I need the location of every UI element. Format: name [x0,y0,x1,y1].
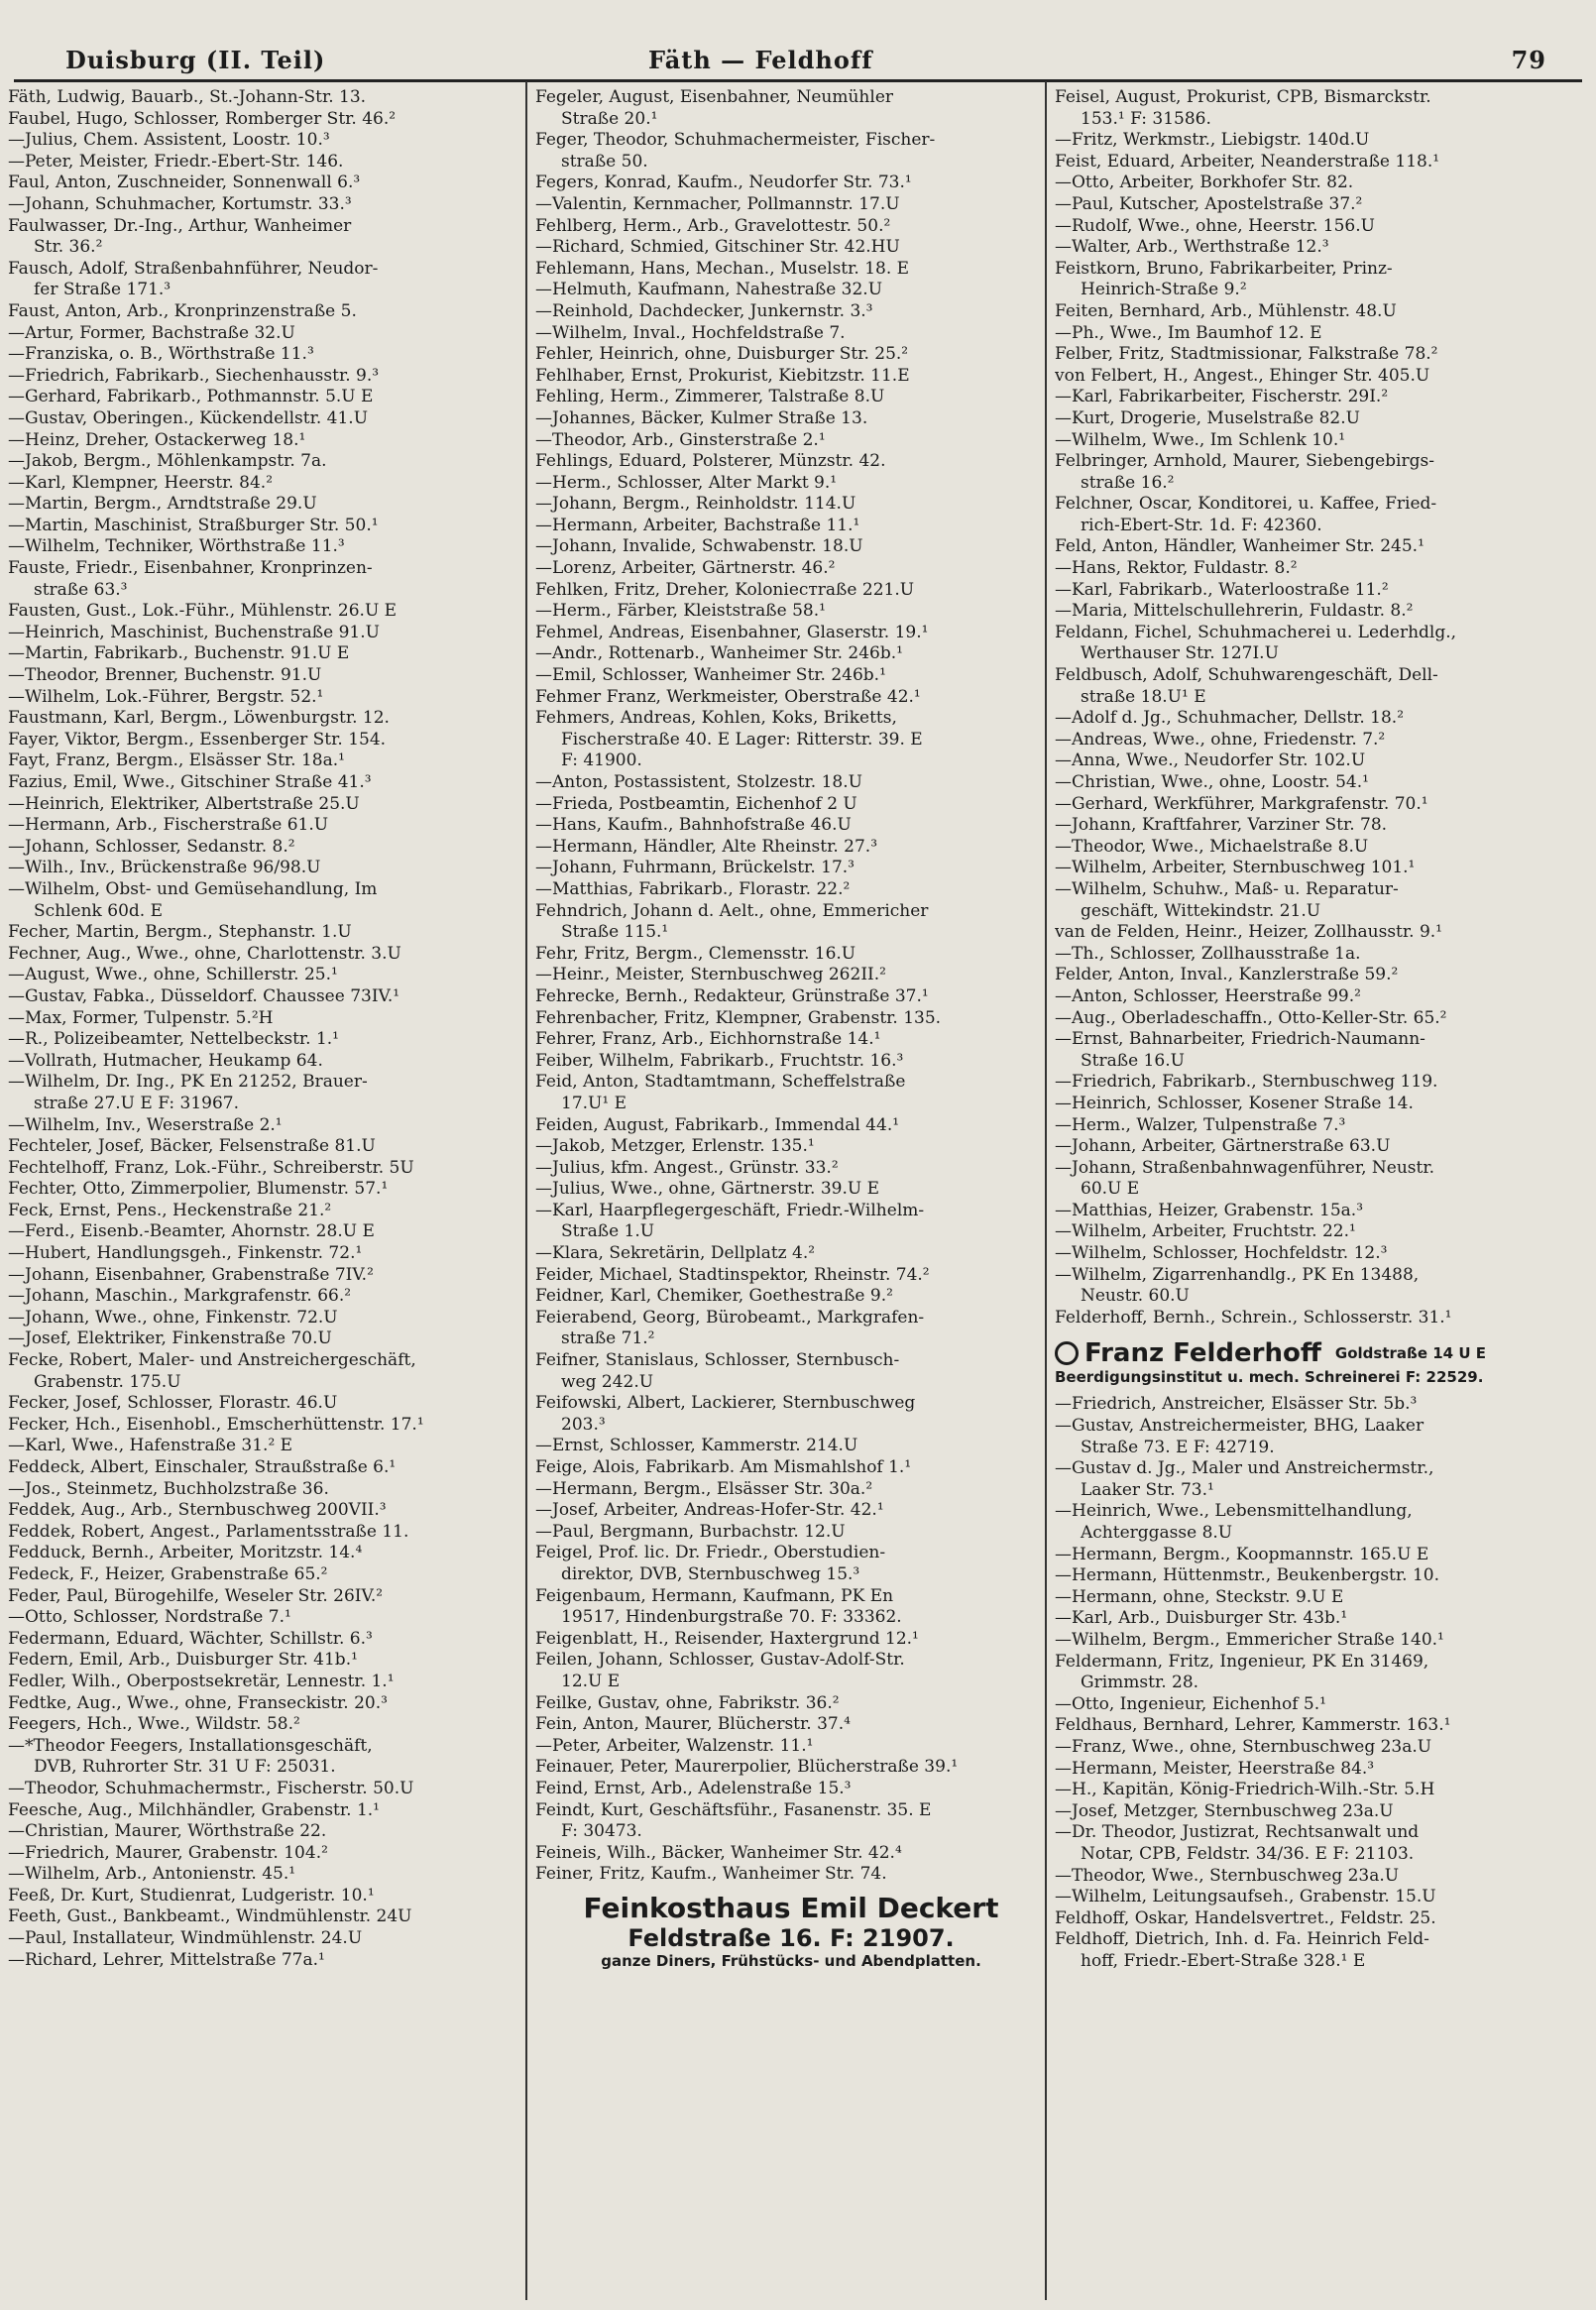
directory-entry: —Hans, Kaufm., Bahnhofstraße 46.U [535,815,852,836]
directory-entry: Feldbusch, Adolf, Schuhwarengeschäft, Dell- [1055,665,1438,686]
directory-entry: Fedduck, Bernh., Arbeiter, Moritzstr. 14.⁴ [8,1543,363,1563]
directory-entry: F: 41900. [561,751,642,771]
directory-entry: —Ernst, Bahnarbeiter, Friedrich-Naumann- [1055,1029,1425,1050]
directory-entry: —Wilhelm, Dr. Ing., PK En 21252, Brauer- [8,1072,368,1093]
directory-entry: —Johann, Straßenbahnwagenführer, Neustr. [1055,1157,1434,1178]
directory-entry: —Paul, Installateur, Windmühlenstr. 24.U [8,1928,363,1949]
directory-entry: 203.³ [561,1414,606,1435]
directory-entry: Feigel, Prof. lic. Dr. Friedr., Oberstudien- [535,1543,886,1563]
directory-entry: Schlenk 60d. E [34,900,163,921]
directory-entry: Fehmers, Andreas, Kohlen, Koks, Briketts, [535,708,897,729]
directory-entry: —Hermann, Meister, Heerstraße 84.³ [1055,1758,1375,1779]
directory-entry: Fehrenbacher, Fritz, Klempner, Grabenstr. 135. [535,1007,942,1028]
directory-entry: Feldermann, Fritz, Ingenieur, PK En 31469, [1055,1651,1429,1672]
directory-entry: —Martin, Maschinist, Straßburger Str. 50.¹ [8,515,379,535]
directory-entry: —Wilhelm, Zigarrenhandlg., PK En 13488, [1055,1264,1420,1285]
directory-entry: —Paul, Bergmann, Burbachstr. 12.U [535,1521,846,1542]
directory-entry: Feldhoff, Dietrich, Inh. d. Fa. Heinrich Feld- [1055,1929,1429,1950]
ad-description: Beerdigungsinstitut u. mech. Schreinerei F: 22529. [1055,1368,1484,1387]
column-2-entries [535,87,1047,1886]
directory-entry: 19517, Hindenburgstraße 70. F: 33362. [561,1607,902,1628]
directory-entry: Feidner, Karl, Chemiker, Goethestraße 9.² [535,1286,893,1307]
directory-entry: Fehr, Fritz, Bergm., Clemensstr. 16.U [535,943,856,964]
directory-entry: 12.U E [561,1671,621,1691]
directory-entry: Feifner, Stanislaus, Schlosser, Sternbusch- [535,1350,900,1371]
directory-entry: —Peter, Arbeiter, Walzenstr. 11.¹ [535,1735,814,1756]
directory-entry: —Hermann, Bergm., Koopmannstr. 165.U E [1055,1544,1429,1564]
directory-entry: —Johann, Maschin., Markgrafenstr. 66.² [8,1286,352,1307]
column-1 [8,87,513,2298]
directory-entry: —Heinrich, Schlosser, Kosener Straße 14. [1055,1093,1414,1113]
directory-entry: Fehlings, Eduard, Polsterer, Münzstr. 42. [535,451,886,472]
directory-entry: —Heinrich, Wwe., Lebensmittelhandlung, [1055,1501,1413,1522]
directory-entry: —Rudolf, Wwe., ohne, Heerstr. 156.U [1055,215,1375,236]
directory-entry: —Otto, Arbeiter, Borkhofer Str. 82. [1055,173,1354,193]
page-number: 79 [1511,46,1546,74]
directory-entry: —Kurt, Drogerie, Muselstraße 82.U [1055,407,1360,428]
directory-entry: Fedeck, F., Heizer, Grabenstraße 65.² [8,1563,328,1584]
directory-entry: —Anton, Postassistent, Stolzestr. 18.U [535,772,862,792]
directory-entry: Grimmstr. 28. [1081,1673,1199,1693]
directory-entry: Heinrich-Straße 9.² [1081,280,1247,300]
directory-entry: Felderhoff, Bernh., Schrein., Schlosserstr. 31.¹ [1055,1307,1452,1328]
directory-entry: —Karl, Fabrikarb., Waterloostraße 11.² [1055,579,1389,600]
directory-entry: Fecher, Martin, Bergm., Stephanstr. 1.U [8,922,352,943]
directory-entry: —Wilhelm, Wwe., Im Schlenk 10.¹ [1055,429,1346,450]
directory-entry: Feesche, Aug., Milchhändler, Grabenstr. 1.¹ [8,1799,380,1820]
directory-entry: Feddeck, Albert, Einschaler, Straußstraße 6.¹ [8,1457,397,1477]
directory-entry: —Friedrich, Maurer, Grabenstr. 104.² [8,1842,328,1863]
directory-entry: —Herm., Schlosser, Alter Markt 9.¹ [535,472,838,493]
directory-entry: —Jakob, Bergm., Möhlenkampstr. 7a. [8,451,327,472]
directory-entry: Feierabend, Georg, Bürobeamt., Markgrafen- [535,1307,925,1328]
directory-entry: Straße 16.U [1081,1050,1185,1071]
directory-entry: —Jos., Steinmetz, Buchholzstraße 36. [8,1478,329,1499]
directory-entry: F: 30473. [561,1821,642,1842]
directory-entry: von Felbert, H., Angest., Ehinger Str. 405.U [1055,365,1430,386]
directory-entry: —Otto, Schlosser, Nordstraße 7.¹ [8,1607,291,1628]
directory-entry: —R., Polizeibeamter, Nettelbeckstr. 1.¹ [8,1029,339,1050]
directory-entry: Feddek, Robert, Angest., Parlamentsstraße 11. [8,1521,409,1542]
directory-entry: —Franz, Wwe., ohne, Sternbuschweg 23a.U [1055,1736,1432,1757]
directory-entry: —Frieda, Postbeamtin, Eichenhof 2 U [535,793,857,814]
directory-entry: Feigenbaum, Hermann, Kaufmann, PK En [535,1585,894,1606]
directory-entry: —Karl, Klempner, Heerstr. 84.² [8,472,274,493]
directory-entry: —August, Wwe., ohne, Schillerstr. 25.¹ [8,965,338,985]
directory-entry: Grabenstr. 175.U [34,1371,181,1392]
directory-entry: —Franziska, o. B., Wörthstraße 11.³ [8,344,314,365]
directory-entry: —Jakob, Metzger, Erlenstr. 135.¹ [535,1136,815,1157]
directory-entry: —Lorenz, Arbeiter, Gärtnerstr. 46.² [535,558,836,579]
ad-address: Goldstraße 14 U E [1334,1344,1486,1363]
directory-entry: Fehmer Franz, Werkmeister, Oberstraße 42.¹ [535,686,921,707]
directory-entry: Feifowski, Albert, Lackierer, Sternbuschweg [535,1393,916,1414]
directory-entry: Federmann, Eduard, Wächter, Schillstr. 6.³ [8,1628,373,1649]
directory-entry: hoff, Friedr.-Ebert-Straße 328.¹ E [1081,1950,1366,1971]
directory-entry: —Gerhard, Fabrikarb., Pothmannstr. 5.U E [8,387,374,407]
directory-entry: —Gustav, Anstreichermeister, BHG, Laaker [1055,1416,1425,1437]
directory-entry: —Wilhelm, Schlosser, Hochfeldstr. 12.³ [1055,1243,1388,1264]
directory-entry: —Wilhelm, Lok.-Führer, Bergstr. 52.¹ [8,686,324,707]
directory-entry: —Johann, Kraftfahrer, Varziner Str. 78. [1055,815,1388,836]
directory-entry: Feiber, Wilhelm, Fabrikarb., Fruchtstr. 16.³ [535,1050,904,1071]
directory-entry: —Theodor, Wwe., Sternbuschweg 23a.U [1055,1865,1400,1886]
directory-entry: Fehmel, Andreas, Eisenbahner, Glaserstr. 19.¹ [535,622,929,642]
directory-entry: Laaker Str. 73.¹ [1081,1479,1214,1500]
directory-entry: —Theodor, Wwe., Michaelstraße 8.U [1055,836,1369,857]
directory-entry: Faust, Anton, Arb., Kronprinzenstraße 5. [8,300,357,321]
directory-entry: —Matthias, Fabrikarb., Florastr. 22.² [535,878,851,899]
directory-entry: —Gustav, Oberingen., Kückendellstr. 41.U [8,407,369,428]
directory-entry: van de Felden, Heinr., Heizer, Zollhausstr. 9.¹ [1055,922,1442,943]
directory-entry: Fehlken, Fritz, Dreher, Kolonieстraße 221.U [535,579,915,600]
directory-entry: weg 242.U [561,1371,654,1392]
directory-entry: Feinauer, Peter, Maurerpolier, Blücherstraße 39.¹ [535,1757,959,1778]
ad-firm-name: Franz Felderhoff [1084,1338,1321,1369]
directory-entry: —Max, Former, Tulpenstr. 5.²H [8,1007,274,1028]
directory-entry: 17.U¹ E [561,1093,627,1113]
directory-entry: Fayer, Viktor, Bergm., Essenberger Str. 154. [8,729,387,750]
directory-entry: Feid, Anton, Stadtamtmann, Scheffelstraße [535,1072,906,1093]
directory-entry: —Ferd., Eisenb.-Beamter, Ahornstr. 28.U E [8,1221,375,1242]
directory-entry: —Wilhelm, Inval., Hochfeldstraße 7. [535,322,846,343]
directory-entry: Feige, Alois, Fabrikarb. Am Mismahlshof 1.¹ [535,1457,912,1477]
directory-entry: DVB, Ruhrorter Str. 31 U F: 25031. [34,1757,336,1778]
directory-entry: —Theodor, Brenner, Buchenstr. 91.U [8,665,322,686]
directory-entry: Fechter, Otto, Zimmerpolier, Blumenstr. 57.¹ [8,1179,389,1200]
directory-entry: Fegeler, August, Eisenbahner, Neumühler [535,87,894,107]
directory-entry: Fein, Anton, Maurer, Blücherstr. 37.⁴ [535,1714,851,1735]
directory-entry: Werthauser Str. 127I.U [1081,643,1279,664]
directory-entry: Fausch, Adolf, Straßenbahnführer, Neudor- [8,258,379,279]
directory-entry: —Johann, Schlosser, Sedanstr. 8.² [8,836,295,857]
directory-entry: Feldhoff, Oskar, Handelsvertret., Feldstr. 25. [1055,1907,1436,1928]
directory-entry: —Wilhelm, Arbeiter, Fruchtstr. 22.¹ [1055,1221,1356,1242]
directory-entry: —Hermann, Bergm., Elsässer Str. 30a.² [535,1478,873,1499]
directory-entry: Fehrer, Franz, Arb., Eichhornstraße 14.¹ [535,1029,881,1050]
directory-entry: —Christian, Wwe., ohne, Loostr. 54.¹ [1055,772,1369,792]
directory-entry: —Klara, Sekretärin, Dellplatz 4.² [535,1243,816,1264]
directory-entry: —Wilhelm, Bergm., Emmericher Straße 140.¹ [1055,1629,1444,1650]
directory-entry: Fecke, Robert, Maler- und Anstreichergeschäft, [8,1350,416,1371]
directory-entry: Faul, Anton, Zuschneider, Sonnenwall 6.³ [8,173,361,193]
directory-entry: Feeß, Dr. Kurt, Studienrat, Ludgeristr. 10.¹ [8,1885,375,1906]
directory-entry: Achterggasse 8.U [1081,1523,1233,1543]
directory-entry: —Maria, Mittelschullehrerin, Fuldastr. 8.² [1055,601,1414,622]
directory-entry: —Julius, Chem. Assistent, Loostr. 10.³ [8,130,330,151]
directory-entry: Fehlberg, Herm., Arb., Gravelottestr. 50.² [535,215,891,236]
header-section: Duisburg (II. Teil) [65,46,326,74]
directory-entry: Feder, Paul, Bürogehilfe, Weseler Str. 26IV.² [8,1585,384,1606]
directory-entry: Fechteler, Josef, Bäcker, Felsenstraße 81.U [8,1136,376,1157]
directory-entry: 60.U E [1081,1179,1140,1200]
directory-entry: —Hermann, Hüttenmstr., Beukenbergstr. 10. [1055,1565,1439,1586]
directory-entry: Fayt, Franz, Bergm., Elsässer Str. 18a.¹ [8,751,345,771]
directory-entry: straße 27.U E F: 31967. [34,1093,240,1113]
directory-entry: Straße 115.¹ [561,922,669,943]
directory-entry: Felber, Fritz, Stadtmissionar, Falkstraße 78.² [1055,344,1438,365]
directory-entry: Feck, Ernst, Pens., Heckenstraße 21.² [8,1200,332,1220]
directory-entry: Feiten, Bernhard, Arb., Mühlenstr. 48.U [1055,300,1397,321]
directory-entry: Feistkorn, Bruno, Fabrikarbeiter, Prinz- [1055,258,1393,279]
directory-entry: —Gustav d. Jg., Maler und Anstreichermstr., [1055,1458,1434,1479]
directory-entry: —Reinhold, Dachdecker, Junkernstr. 3.³ [535,300,873,321]
directory-entry: —Otto, Ingenieur, Eichenhof 5.¹ [1055,1693,1326,1714]
directory-entry: —Heinz, Dreher, Ostackerweg 18.¹ [8,429,306,450]
directory-entry: —Fritz, Werkmstr., Liebigstr. 140d.U [1055,130,1370,151]
column-3-entries [1055,87,1580,1328]
directory-entry: —Heinr., Meister, Sternbuschweg 262II.² [535,965,886,985]
directory-entry: —Karl, Fabrikarbeiter, Fischerstr. 29I.² [1055,387,1389,407]
directory-entry: —Wilhelm, Schuhw., Maß- u. Reparatur- [1055,878,1399,899]
directory-entry: —Peter, Meister, Friedr.-Ebert-Str. 146. [8,151,344,172]
directory-entry: direktor, DVB, Sternbuschweg 15.³ [561,1563,860,1584]
directory-entry: —Friedrich, Anstreicher, Elsässer Str. 5b.³ [1055,1394,1418,1415]
directory-entry: —Wilhelm, Arb., Antonienstr. 45.¹ [8,1864,296,1885]
ad-address: Feldstraße 16. F: 21907. [627,1923,955,1952]
directory-entry: Faubel, Hugo, Schlosser, Romberger Str. 46.² [8,108,397,129]
directory-entry: Fehling, Herm., Zimmerer, Talstraße 8.U [535,387,885,407]
directory-entry: —Dr. Theodor, Justizrat, Rechtsanwalt und [1055,1822,1420,1843]
directory-entry: Feldhaus, Bernhard, Lehrer, Kammerstr. 163.¹ [1055,1715,1451,1736]
directory-entry: —Herm., Färber, Kleiststraße 58.¹ [535,601,826,622]
directory-entry: —Johann, Eisenbahner, Grabenstraße 7IV.² [8,1264,374,1285]
directory-entry: —Richard, Lehrer, Mittelstraße 77a.¹ [8,1949,325,1970]
directory-entry: —Hermann, ohne, Steckstr. 9.U E [1055,1586,1344,1607]
directory-entry: —Anna, Wwe., Neudorfer Str. 102.U [1055,751,1366,771]
directory-entry: —Vollrath, Hutmacher, Heukamp 64. [8,1050,323,1071]
directory-entry: Fäth, Ludwig, Bauarb., St.-Johann-Str. 13. [8,87,367,107]
directory-entry: —Artur, Former, Bachstraße 32.U [8,322,295,343]
directory-entry: Fedtke, Aug., Wwe., ohne, Franseckistr. 20.³ [8,1692,388,1713]
directory-entry: —Gustav, Fabka., Düsseldorf. Chaussee 73IV.¹ [8,985,400,1006]
advertisement-felderhoff [1055,1338,1580,1386]
directory-entry: —Herm., Walzer, Tulpenstraße 7.³ [1055,1114,1346,1135]
directory-entry: Fehler, Heinrich, ohne, Duisburger Str. 25.² [535,344,909,365]
directory-entry: —Wilhelm, Leitungsaufseh., Grabenstr. 15.U [1055,1887,1436,1907]
directory-entry: Fazius, Emil, Wwe., Gitschiner Straße 41.³ [8,772,372,792]
directory-entry: Fehlhaber, Ernst, Prokurist, Kiebitzstr. 11.E [535,365,910,386]
directory-entry: —Martin, Fabrikarb., Buchenstr. 91.U E [8,643,350,664]
directory-entry: straße 18.U¹ E [1081,686,1206,707]
directory-entry: Straße 20.¹ [561,108,658,129]
directory-entry: —Wilhelm, Arbeiter, Sternbuschweg 101.¹ [1055,858,1416,878]
directory-entry: —Christian, Maurer, Wörthstraße 22. [8,1821,327,1842]
directory-entry: —Emil, Schlosser, Wanheimer Str. 246b.¹ [535,665,886,686]
directory-entry: —Andreas, Wwe., ohne, Friedenstr. 7.² [1055,729,1386,750]
directory-entry: —Gerhard, Werkführer, Markgrafenstr. 70.¹ [1055,793,1428,814]
directory-entry: —Martin, Bergm., Arndtstraße 29.U [8,494,317,515]
header-name-range: Fäth — Feldhoff [648,46,873,74]
column-2 [535,87,1047,2298]
directory-entry: Fegers, Konrad, Kaufm., Neudorfer Str. 73.¹ [535,173,912,193]
directory-entry: Notar, CPB, Feldstr. 34/36. E F: 21103. [1081,1843,1415,1864]
directory-entry: Feider, Michael, Stadtinspektor, Rheinstr. 74.² [535,1264,930,1285]
directory-entry: Fehndrich, Johann d. Aelt., ohne, Emmericher [535,900,929,921]
directory-entry: —Friedrich, Fabrikarb., Sternbuschweg 119. [1055,1072,1438,1093]
directory-entry: —Matthias, Heizer, Grabenstr. 15a.³ [1055,1200,1364,1220]
directory-entry: —Johann, Invalide, Schwabenstr. 18.U [535,536,863,557]
directory-entry: Feger, Theodor, Schuhmachermeister, Fischer- [535,130,936,151]
directory-entry: Straße 73. E F: 42719. [1081,1437,1275,1457]
directory-entry: —Johann, Fuhrmann, Brückelstr. 17.³ [535,858,855,878]
directory-entry: Feld, Anton, Händler, Wanheimer Str. 245.¹ [1055,536,1425,557]
directory-entry: —H., Kapitän, König-Friedrich-Wilh.-Str. 5.H [1055,1780,1435,1800]
directory-entry: Feigenblatt, H., Reisender, Haxtergrund 12.¹ [535,1628,919,1649]
directory-entry: Feindt, Kurt, Geschäftsführ., Fasanenstr. 35. E [535,1799,932,1820]
directory-entry: Fedler, Wilh., Oberpostsekretär, Lennestr. 1.¹ [8,1671,395,1691]
directory-entry: —Karl, Haarpflegergeschäft, Friedr.-Wilhelm- [535,1200,925,1220]
directory-entry: Feiden, August, Fabrikarb., Immendal 44.¹ [535,1114,900,1135]
directory-entry: Feist, Eduard, Arbeiter, Neanderstraße 118.¹ [1055,151,1440,172]
directory-entry: rich-Ebert-Str. 1d. F: 42360. [1081,515,1322,535]
directory-entry: Feind, Ernst, Arb., Adelenstraße 15.³ [535,1778,852,1798]
directory-entry: —Heinrich, Maschinist, Buchenstraße 91.U [8,622,380,642]
directory-entry: —Johannes, Bäcker, Kulmer Straße 13. [535,407,868,428]
directory-entry: Feineis, Wilh., Bäcker, Wanheimer Str. 42.⁴ [535,1842,902,1863]
directory-entry: Federn, Emil, Arb., Duisburger Str. 41b.¹ [8,1650,358,1671]
directory-entry: straße 71.² [561,1328,655,1349]
advertisement-feinkosthaus [535,1892,1047,1970]
directory-entry: Fechtelhoff, Franz, Lok.-Führ., Schreiberstr. 5U [8,1157,414,1178]
directory-entry: —Theodor, Schuhmachermstr., Fischerstr. 50.U [8,1778,414,1798]
directory-entry: Straße 1.U [561,1221,655,1242]
directory-entry: Felder, Anton, Inval., Kanzlerstraße 59.² [1055,965,1399,985]
directory-entry: —Ernst, Schlosser, Kammerstr. 214.U [535,1436,858,1456]
directory-entry: —Paul, Kutscher, Apostelstraße 37.² [1055,193,1363,214]
directory-entry: —Josef, Metzger, Sternbuschweg 23a.U [1055,1800,1394,1821]
directory-entry: 153.¹ F: 31586. [1081,108,1211,129]
directory-entry: —Helmuth, Kaufmann, Nahestraße 32.U [535,280,883,300]
directory-entry: —Aug., Oberladeschaffn., Otto-Keller-Str. 65.² [1055,1007,1447,1028]
directory-entry: —Andr., Rottenarb., Wanheimer Str. 246b.¹ [535,643,903,664]
directory-entry: —Julius, kfm. Angest., Grünstr. 33.² [535,1157,839,1178]
directory-entry: —Adolf d. Jg., Schuhmacher, Dellstr. 18.² [1055,708,1405,729]
directory-entry: fer Straße 171.³ [34,280,171,300]
ad-title: Feinkosthaus Emil Deckert [583,1891,999,1924]
directory-entry: Feisel, August, Prokurist, CPB, Bismarckstr. [1055,87,1431,107]
directory-entry: —Johann, Arbeiter, Gärtnerstraße 63.U [1055,1136,1391,1157]
directory-entry: straße 63.³ [34,579,128,600]
column-3-entries-continued [1055,1394,1580,1972]
directory-entry: Felchner, Oscar, Konditorei, u. Kaffee, Fried- [1055,494,1437,515]
directory-entry: —Wilhelm, Obst- und Gemüsehandlung, Im [8,878,378,899]
column-3 [1055,87,1580,2298]
directory-entry: —Johann, Schuhmacher, Kortumstr. 33.³ [8,193,352,214]
directory-entry: —Johann, Bergm., Reinholdstr. 114.U [535,494,856,515]
directory-entry: Fechner, Aug., Wwe., ohne, Charlottenstr. 3.U [8,943,401,964]
directory-entry: Fauste, Friedr., Eisenbahner, Kronprinzen- [8,558,373,579]
directory-entry: —Wilhelm, Inv., Weserstraße 2.¹ [8,1114,283,1135]
directory-entry: Neustr. 60.U [1081,1286,1190,1307]
column-divider [525,81,527,2300]
directory-entry: Fecker, Hch., Eisenhobl., Emscherhüttenstr. 17.¹ [8,1414,424,1435]
directory-entry: Felbringer, Arnhold, Maurer, Siebengebirgs- [1055,451,1434,472]
directory-entry: Faulwasser, Dr.-Ing., Arthur, Wanheimer [8,215,352,236]
directory-entry: —Hermann, Arbeiter, Bachstraße 11.¹ [535,515,860,535]
page-header [14,44,1582,82]
directory-entry: —Hans, Rektor, Fuldastr. 8.² [1055,558,1298,579]
directory-entry: —Karl, Arb., Duisburger Str. 43b.¹ [1055,1608,1348,1629]
directory-entry: geschäft, Wittekindstr. 21.U [1081,900,1321,921]
directory-entry: Fehrecke, Bernh., Redakteur, Grünstraße 37.¹ [535,985,929,1006]
directory-entry: —Valentin, Kernmacher, Pollmannstr. 17.U [535,193,900,214]
directory-entry: —Heinrich, Elektriker, Albertstraße 25.U [8,793,360,814]
company-logo-icon [1055,1341,1079,1365]
directory-entry: Fecker, Josef, Schlosser, Florastr. 46.U [8,1393,338,1414]
directory-entry: Feegers, Hch., Wwe., Wildstr. 58.² [8,1714,300,1735]
directory-entry: Fischerstraße 40. E Lager: Ritterstr. 39. E [561,729,923,750]
directory-entry: —Friedrich, Fabrikarb., Siechenhausstr. 9.³ [8,365,380,386]
directory-entry: —Julius, Wwe., ohne, Gärtnerstr. 39.U E [535,1179,880,1200]
directory-entry: —Josef, Arbeiter, Andreas-Hofer-Str. 42.¹ [535,1500,884,1521]
directory-entry: Feiner, Fritz, Kaufm., Wanheimer Str. 74. [535,1864,887,1885]
directory-entry: straße 50. [561,151,648,172]
directory-entry: Fehlemann, Hans, Mechan., Muselstr. 18. E [535,258,910,279]
directory-entry: —Hubert, Handlungsgeh., Finkenstr. 72.¹ [8,1243,363,1264]
directory-entry: —Johann, Wwe., ohne, Finkenstr. 72.U [8,1307,338,1328]
directory-entry: —Karl, Wwe., Hafenstraße 31.² E [8,1436,293,1456]
directory-entry: —Hermann, Arb., Fischerstraße 61.U [8,815,329,836]
directory-entry: —Wilhelm, Techniker, Wörthstraße 11.³ [8,536,345,557]
ad-slogan: ganze Diners, Frühstücks- und Abendplatten. [601,1951,981,1970]
directory-entry: Fausten, Gust., Lok.-Führ., Mühlenstr. 26.U E [8,601,398,622]
directory-entry: —Anton, Schlosser, Heerstraße 99.² [1055,985,1361,1006]
directory-entry: Feilen, Johann, Schlosser, Gustav-Adolf-Str. [535,1650,905,1671]
directory-entry: —Wilh., Inv., Brückenstraße 96/98.U [8,858,321,878]
directory-entry: —Josef, Elektriker, Finkenstraße 70.U [8,1328,332,1349]
directory-entry: Faustmann, Karl, Bergm., Löwenburgstr. 12. [8,708,390,729]
directory-entry: Feddek, Aug., Arb., Sternbuschweg 200VII.³ [8,1500,387,1521]
directory-entry: —*Theodor Feegers, Installationsgeschäft, [8,1735,373,1756]
directory-entry: straße 16.² [1081,472,1175,493]
directory-entry: Feldann, Fichel, Schuhmacherei u. Lederhdlg., [1055,622,1457,642]
directory-entry: Feilke, Gustav, ohne, Fabrikstr. 36.² [535,1692,840,1713]
directory-entry: —Ph., Wwe., Im Baumhof 12. E [1055,322,1322,343]
directory-entry: —Walter, Arb., Werthstraße 12.³ [1055,237,1329,258]
directory-entry: —Richard, Schmied, Gitschiner Str. 42.HU [535,237,900,258]
directory-entry: —Hermann, Händler, Alte Rheinstr. 27.³ [535,836,878,857]
directory-entry: Str. 36.² [34,237,103,258]
directory-entry: Feeth, Gust., Bankbeamt., Windmühlenstr. 24U [8,1906,412,1927]
directory-entry: —Theodor, Arb., Ginsterstraße 2.¹ [535,429,826,450]
directory-entry: —Th., Schlosser, Zollhausstraße 1a. [1055,943,1361,964]
